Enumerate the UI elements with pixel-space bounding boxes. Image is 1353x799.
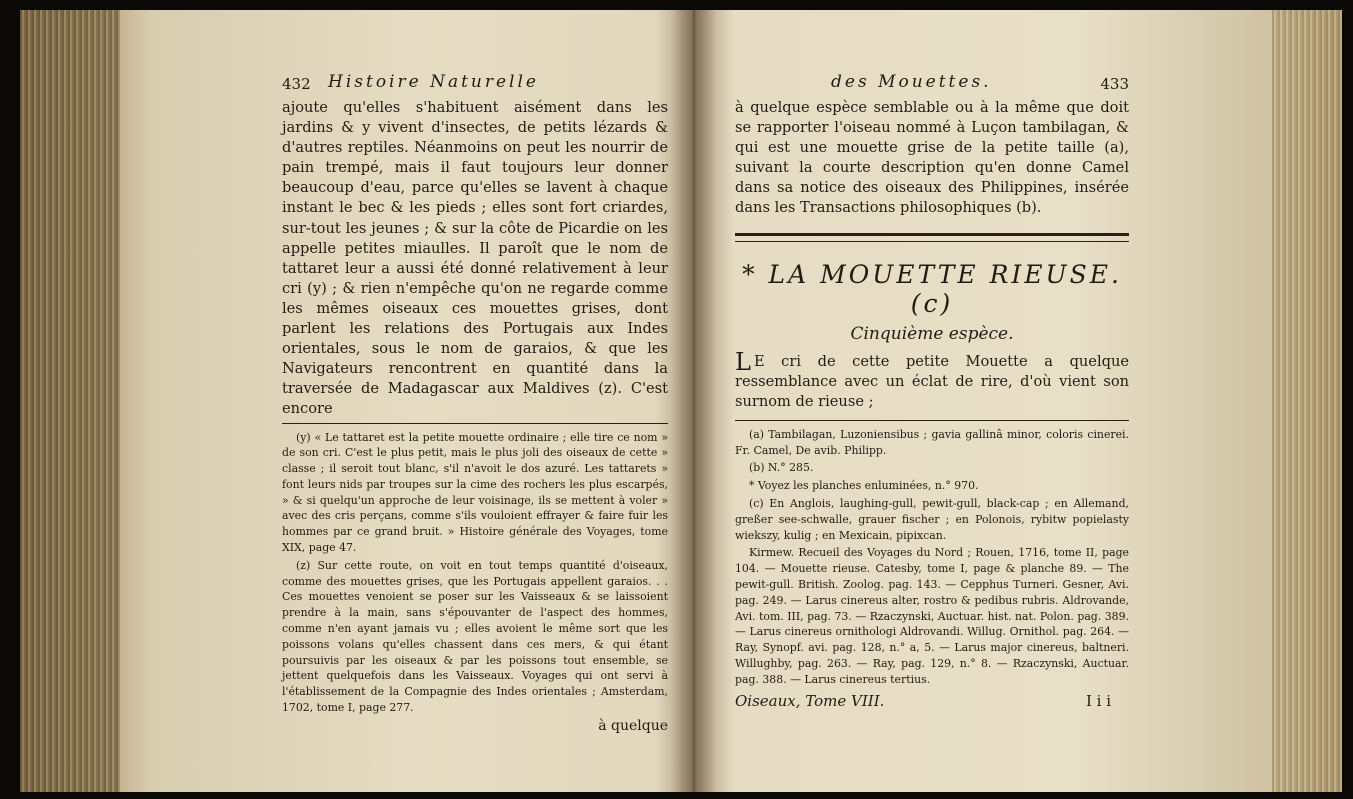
- right-header: [735, 72, 1129, 98]
- section-text: [735, 347, 1129, 412]
- left-body-text: ajoute qu'elles s'habituent aisément dans les jardins & y vivent d'insectes, de petits lézards & d'autres reptiles. Néanmoins on peut les nourrir de pain trempé, mais il faut toujours leur donner beaucoup d'eau, parce qu'elles se lavent à chaque instant le bec & les pieds ; elles sont fort criardes, sur-tout les jeunes ; & sur la côte de Picardie on les appelle petites miaulles. Il paroît que le nom de tattaret leur a aussi été donné relativement à leur cri (y) ; & rien n'empêche qu'on ne regarde comme les mêmes oiseaux ces mouettes grises, dont parlent les relations des Portugais aux Indes orientales, sous le nom de garaios, & que les Navigateurs rencontrent en quantité dans la traversée de Madagascar aux Maldives (z). C'est encore: [282, 99, 668, 418]
- footnote-a: (a) Tambilagan, Luzoniensibus ; gavia gallinâ minor, coloris cinerei. Fr. Camel, De avib. Philipp.: [735, 427, 1129, 457]
- catchword: à quelque: [598, 717, 668, 734]
- right-page: [735, 72, 1129, 712]
- right-body-text: à quelque espèce semblable ou à la même que doit se rapporter l'oiseau nommé à Luçon tambilagan, & qui est une mouette grise de la petite taille (a), suivant la courte description qu'en donne Camel dans sa notice des oiseaux des Philippines, insérée dans les Transactions philosophiques (b).: [735, 99, 1129, 217]
- left-page-edges: [20, 10, 120, 792]
- right-footer: [735, 692, 1129, 712]
- left-running-head: Histoire Naturelle: [328, 72, 539, 92]
- left-page: [282, 72, 668, 734]
- section-title: * LA MOUETTE RIEUSE. (c): [742, 259, 1122, 318]
- left-header: [282, 72, 668, 98]
- right-running-head: des Mouettes.: [831, 72, 992, 92]
- section-subtitle: Cinquième espèce.: [850, 323, 1014, 344]
- right-page-number: 433: [1100, 75, 1129, 93]
- footnote-rule: [282, 423, 668, 424]
- volume-signature: Oiseaux, Tome VIII.: [735, 691, 885, 710]
- footnote-c-continued: Kirmew. Recueil des Voyages du Nord ; Rouen, 1716, tome II, page 104. — Mouette rieuse. Catesby, tome I, page & planche 89. — The pewit-gull. British. Zoolog. pag. 143. — Cepphus Turneri. Gesner, Avi. pag. 249. — Larus cinereus alter, rostro & pedibus rubris. Aldrovande, Avi. tom. III, pag. 73. — Rzaczynski, Auctuar. hist. nat. Polon. pag. 389. — Larus cinereus ornithologi Aldrovandi. Willug. Ornithol. pag. 264. — Ray, Synopf. avi. pag. 128, n.° a, 5. — Larus major cinereus, baltneri. Willughby, pag. 263. — Ray, pag. 129, n.° 8. — Rzaczynski, Auctuar. pag. 388. — Larus cinereus tertius.: [735, 546, 1129, 686]
- section-rule: [735, 233, 1129, 242]
- right-page-edges: [1272, 10, 1342, 792]
- footnote-z: (z) Sur cette route, on voit en tout temps quantité d'oiseaux, comme des mouettes grises, que les Portugais appellent garaios. . . Ces mouettes venoient se poser sur les Vaisseaux & se laissoient prendre à la main, sans s'épouvanter de l'aspect des hommes, comme n'en ayant jamais vu ; elles avoient le même sort que les poissons volans qu'elles chassent dans ces mers, & qui étant poursuivis par les oiseaux & par les poissons tout ensemble, se jettent quelquefois dans les Vaisseaux. Voyages qui ont servi à l'établissement de la Compagnie des Indes orientales ; Amsterdam, 1702, tome I, page 277.: [282, 558, 668, 715]
- book-gutter: [672, 10, 716, 792]
- footnote-b: (b) N.° 285.: [749, 461, 814, 475]
- right-footnote-rule: [735, 420, 1129, 421]
- footnote-c: (c) En Anglois, laughing-gull, pewit-gull, black-cap ; en Allemand, greßer see-schwalle, grauer fischer ; en Polonois, rybitw popielasty wiekszy, kulig ; en Mexicain, pipixcan.: [735, 497, 1129, 542]
- drop-cap: L: [735, 347, 751, 376]
- footnote-y: (y) « Le tattaret est la petite mouette ordinaire ; elle tire ce nom » de son cri. C'est le plus petit, mais le plus joli des oiseaux de cette » classe ; il seroit tout blanc, s'il n'avoit le dos azuré. Les tattarets » font leurs nids par troupes sur la cime des rochers les plus escarpés, » & si quelqu'un approche de leur voisinage, ils se mettent à voler » avec des cris perçans, comme s'ils vouloient effrayer & faire fuir les hommes par ce grand bruit. » Histoire générale des Voyages, tome XIX, page 47.: [282, 430, 668, 555]
- left-page-number: 432: [282, 75, 311, 93]
- footnote-star: * Voyez les planches enluminées, n.° 970.: [749, 479, 979, 493]
- gathering-signature: I i i: [1085, 691, 1111, 710]
- section-text-body: E cri de cette petite Mouette a quelque ressemblance avec un éclat de rire, d'où vient son surnom de rieuse ;: [735, 352, 1129, 410]
